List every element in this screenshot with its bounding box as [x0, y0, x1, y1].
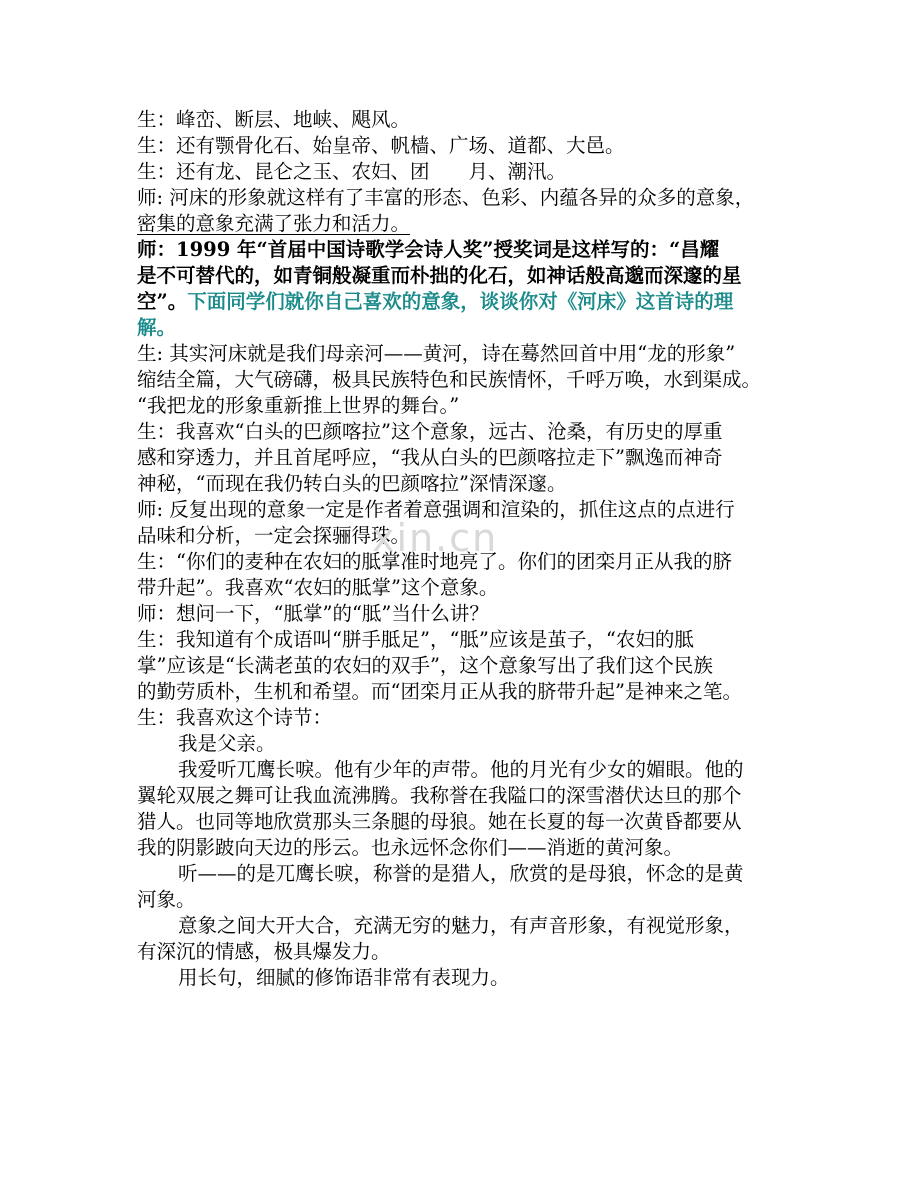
text-line: 师: 反复出现的意象一定是作者着意强调和渲染的，抓住这点的点进行: [137, 498, 735, 521]
highlight-text: 解。: [137, 316, 177, 339]
poem-line: 翼轮双展之舞可让我血流沸腾。我称誉在我隘口的深雪潜伏达旦的那个: [137, 784, 742, 807]
text-line: 生：我知道有个成语叫“胼手胝足”，“胝”应该是茧子，“农妇的胝: [137, 628, 694, 651]
text-line: 生：我喜欢这个诗节：: [137, 706, 333, 729]
text-line: 生：峰峦、断层、地峡、飓风。: [137, 108, 411, 131]
text-line: 生：“你们的麦种在农妇的胝掌准时地亮了。你们的团栾月正从我的脐: [137, 550, 732, 573]
text-line: 感和穿透力，并且首尾呼应，“我从白头的巴颜喀拉走下”飘逸而神奇: [137, 446, 723, 469]
document-body: [137, 107, 797, 991]
text-line: 生：我喜欢“白头的巴颜喀拉”这个意象，远古、沧桑，有历史的厚重: [137, 420, 723, 443]
poem-line: 我的阴影跛向天边的彤云。也永远怀念你们——消逝的黄河象。: [137, 836, 684, 859]
text-line: 生：还有颚骨化石、始皇帝、帆樯、广场、道都、大邑。: [137, 134, 625, 157]
watermark: xin.cn: [372, 516, 499, 560]
text-line: [137, 289, 797, 315]
text-line: 师：想问一下，“胝掌”的“胝”当什么讲？: [137, 602, 489, 625]
poem-line: 猎人。也同等地欣赏那头三条腿的母狼。她在长夏的每一次黄昏都要从: [137, 810, 742, 833]
text-line: 河象。: [137, 888, 196, 911]
text-line: 品味和分析，一定会探骊得珠。: [137, 524, 411, 547]
text-line: 意象之间大开大合，充满无穷的魅力，有声音形象，有视觉形象，: [178, 914, 744, 937]
text-line: “我把龙的形象重新推上世界的舞台。”: [137, 394, 460, 417]
text-line: 缩结全篇，大气磅礴，极具民族特色和民族情怀，千呼万唤，水到渠成。: [137, 368, 762, 391]
poem-line: 我是父亲。: [178, 732, 276, 755]
text-line: 听——的是兀鹰长唳，称誉的是猎人，欣赏的是母狼，怀念的是黄: [178, 862, 744, 885]
text-line: 生: 其实河床就是我们母亲河——黄河，诗在蓦然回首中用“龙的形象”: [137, 342, 736, 365]
poem-line: 我爱听兀鹰长唳。他有少年的声带。他的月光有少女的媚眼。他的: [178, 758, 744, 781]
text-line: 是不可替代的，如青铜般凝重而朴拙的化石，如神话般高邈而深邃的星: [137, 264, 742, 287]
text-line: 神秘，“而现在我仍转白头的巴颜喀拉”深情深邃。: [137, 472, 567, 495]
text-line: 生：还有龙、昆仑之玉、农妇、团 月、潮汛。: [137, 160, 567, 183]
text-line: 用长句，细腻的修饰语非常有表现力。: [178, 966, 510, 989]
text-line-underlined: 密集的意象充满了张力和活力。: [137, 212, 411, 235]
text-line: 师：1999 年“首届中国诗歌学会诗人奖”授奖词是这样写的：“昌耀: [137, 238, 720, 261]
text-line: 师: 河床的形象就这样有了丰富的形态、色彩、内蕴各异的众多的意象，: [137, 186, 755, 209]
text-line: 带升起”。我喜欢“农妇的胝掌”这个意象。: [137, 576, 499, 599]
text-line: 的勤劳质朴，生机和希望。而“团栾月正从我的脐带升起”是神来之笔。: [137, 680, 742, 703]
highlight-text: 下面同学们就你自己喜欢的意象，谈谈你对《河床》这首诗的理: [187, 290, 734, 313]
text-line: 有深沉的情感，极具爆发力。: [137, 940, 391, 963]
text-fragment: 空”。: [137, 290, 188, 313]
text-line: 掌”应该是“长满老茧的农妇的双手”，这个意象写出了我们这个民族: [137, 654, 713, 677]
